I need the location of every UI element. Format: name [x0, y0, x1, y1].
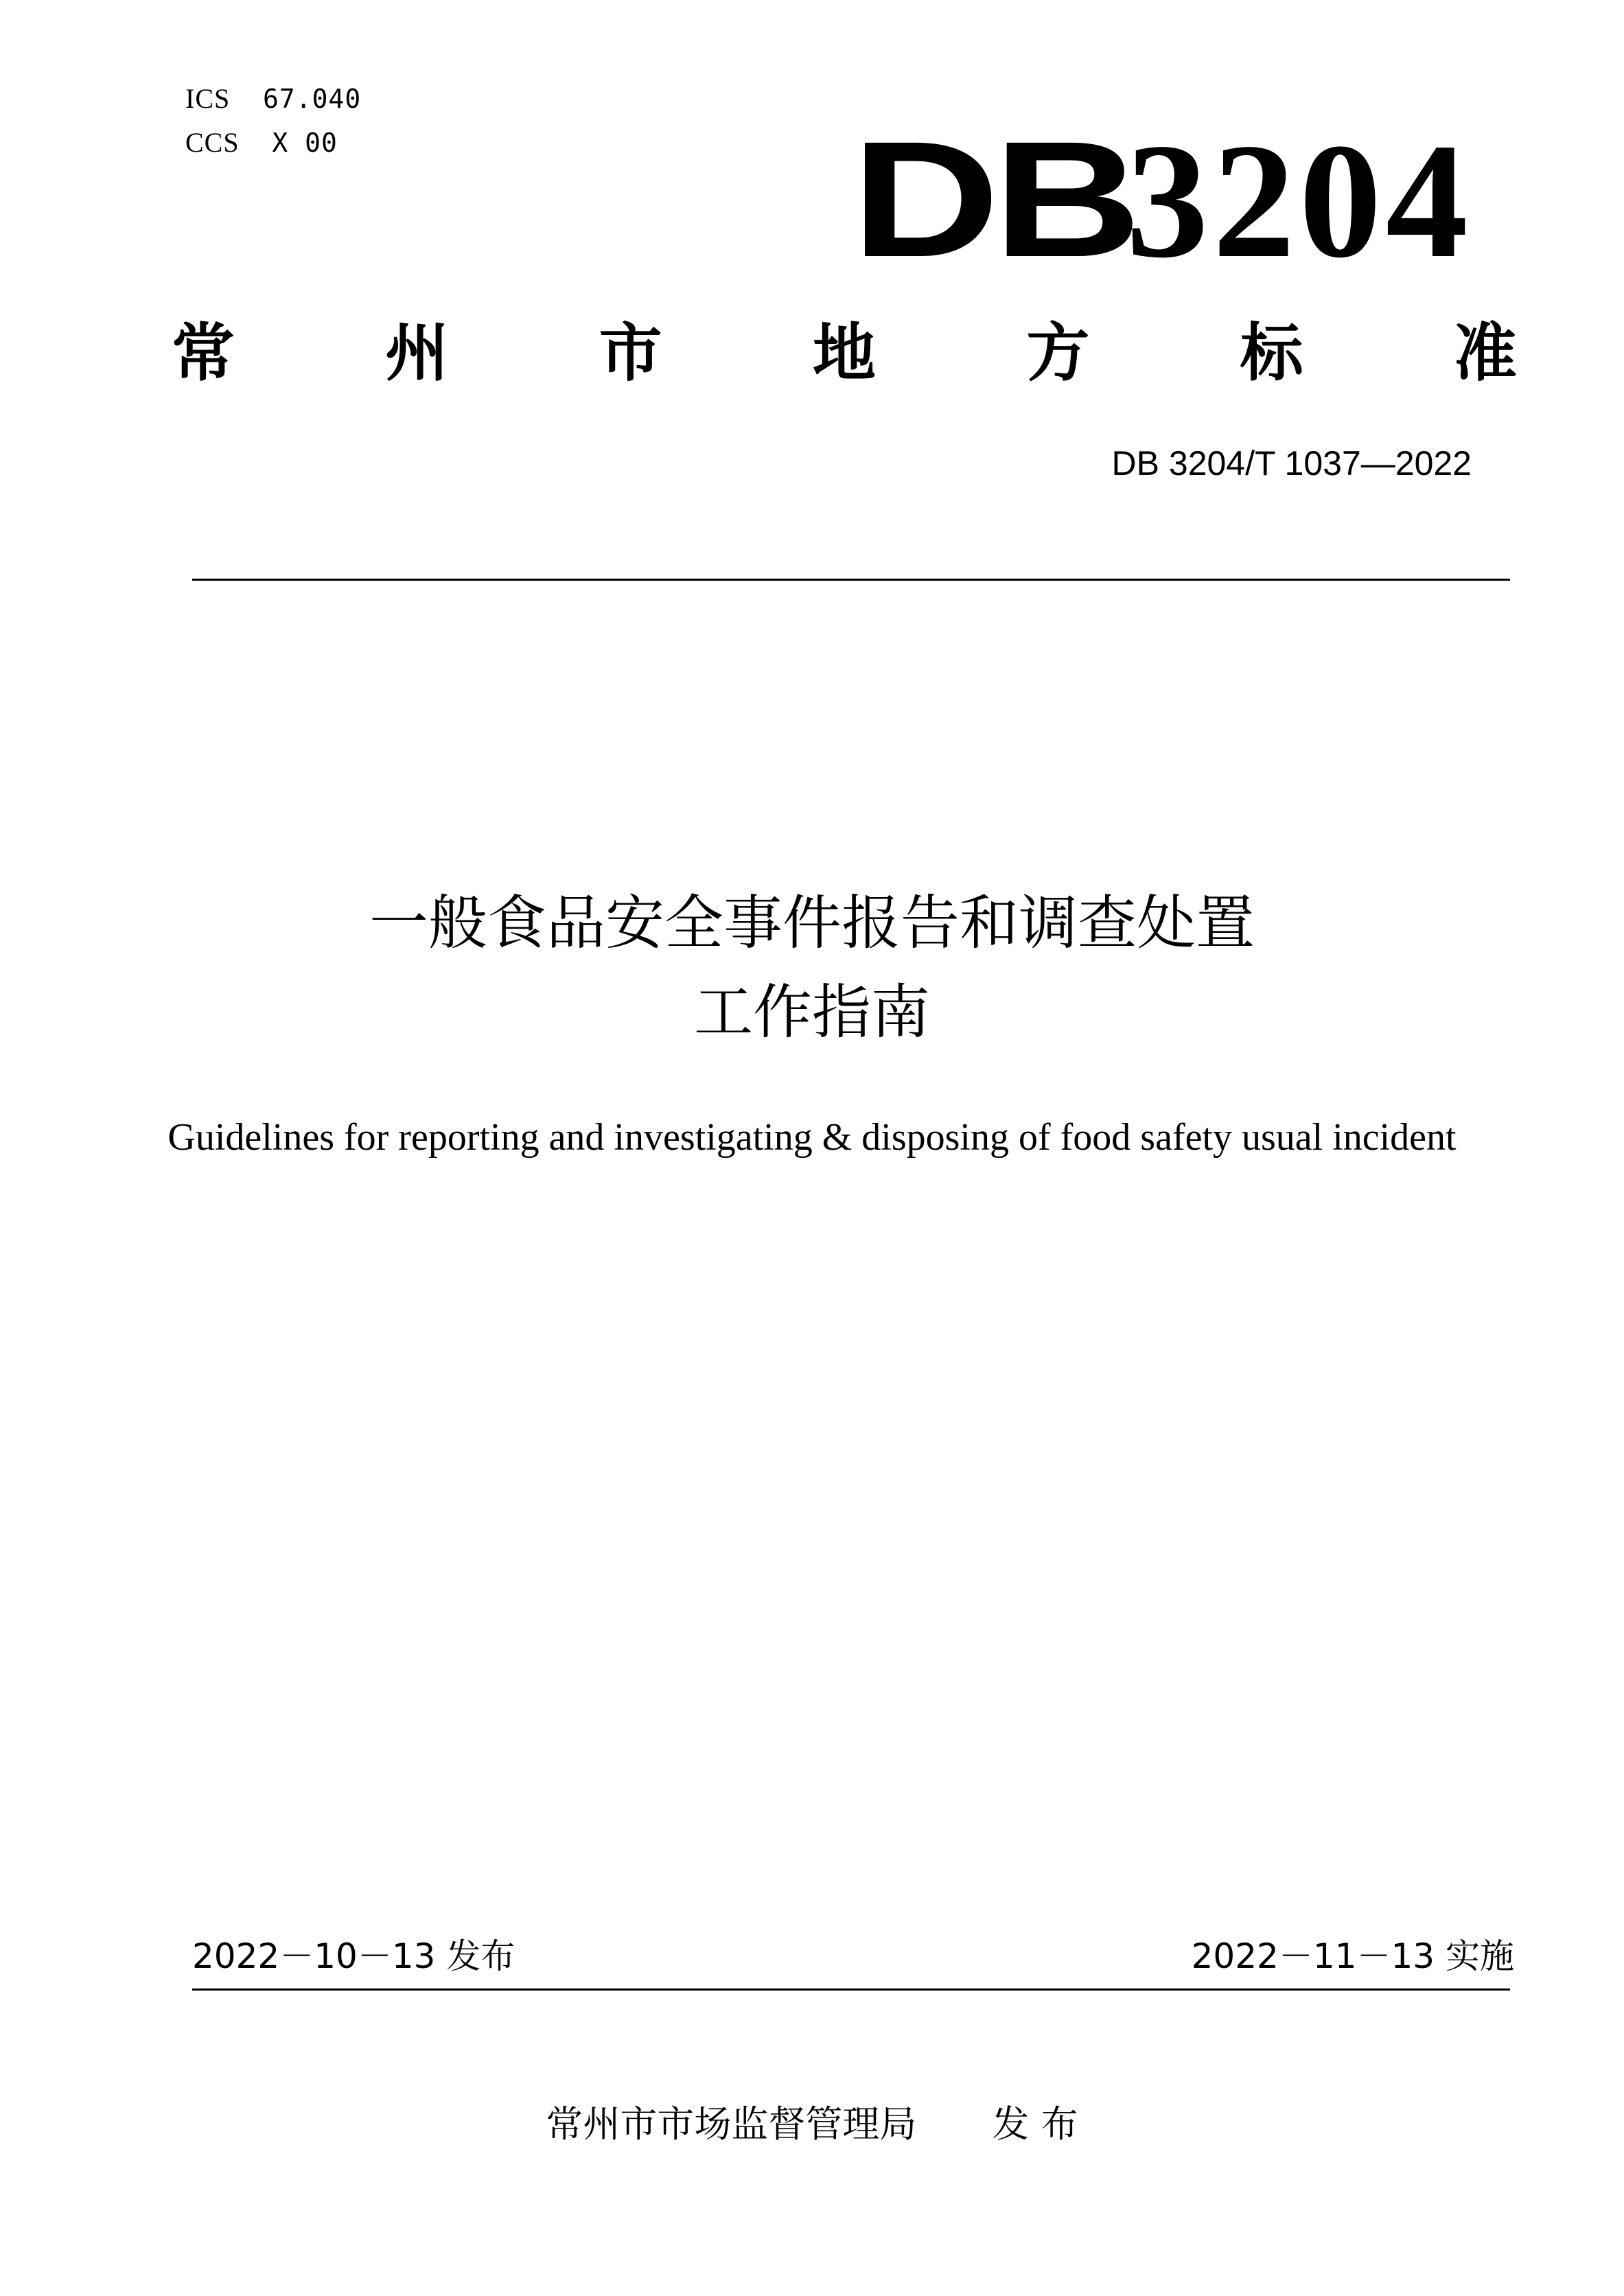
ccs-code [185, 121, 361, 165]
category-char: 地 [812, 316, 876, 390]
ccs-value: X 00 [272, 128, 338, 158]
db-logo-number: 3204 [1126, 109, 1472, 292]
effective-date: 2022－11－13 实施 [1191, 1936, 1514, 1976]
title-line-1: 一般食品安全事件报告和调查处置 [369, 889, 1255, 958]
category-char: 方 [1026, 316, 1090, 390]
header-divider [192, 579, 1510, 581]
db-logo [851, 107, 1472, 292]
publisher-line [0, 2097, 1624, 2152]
category-char: 市 [599, 316, 662, 390]
document-title [0, 879, 1624, 1057]
publish-action: 发 布 [992, 2102, 1078, 2146]
ics-code [185, 77, 361, 121]
english-title: Guidelines for reporting and investigating & disposing of food safety usual incident [167, 1116, 1457, 1159]
category-char: 准 [1453, 316, 1517, 390]
ccs-label: CCS [185, 127, 240, 158]
standard-category [172, 312, 1517, 395]
category-char: 常 [172, 316, 235, 390]
category-char: 州 [385, 316, 449, 390]
publish-date: 2022－10－13 发布 [192, 1936, 515, 1976]
ics-label: ICS [185, 83, 231, 114]
footer-divider [192, 1988, 1510, 1991]
category-char: 标 [1240, 316, 1303, 390]
ics-value: 67.040 [263, 84, 362, 114]
classification-codes [185, 77, 361, 165]
db-logo-letters: DB [851, 107, 1135, 291]
publisher-name: 常州市市场监督管理局 [546, 2102, 917, 2146]
title-line-2: 工作指南 [694, 978, 930, 1047]
standard-number: DB 3204/T 1037—2022 [1111, 444, 1472, 483]
